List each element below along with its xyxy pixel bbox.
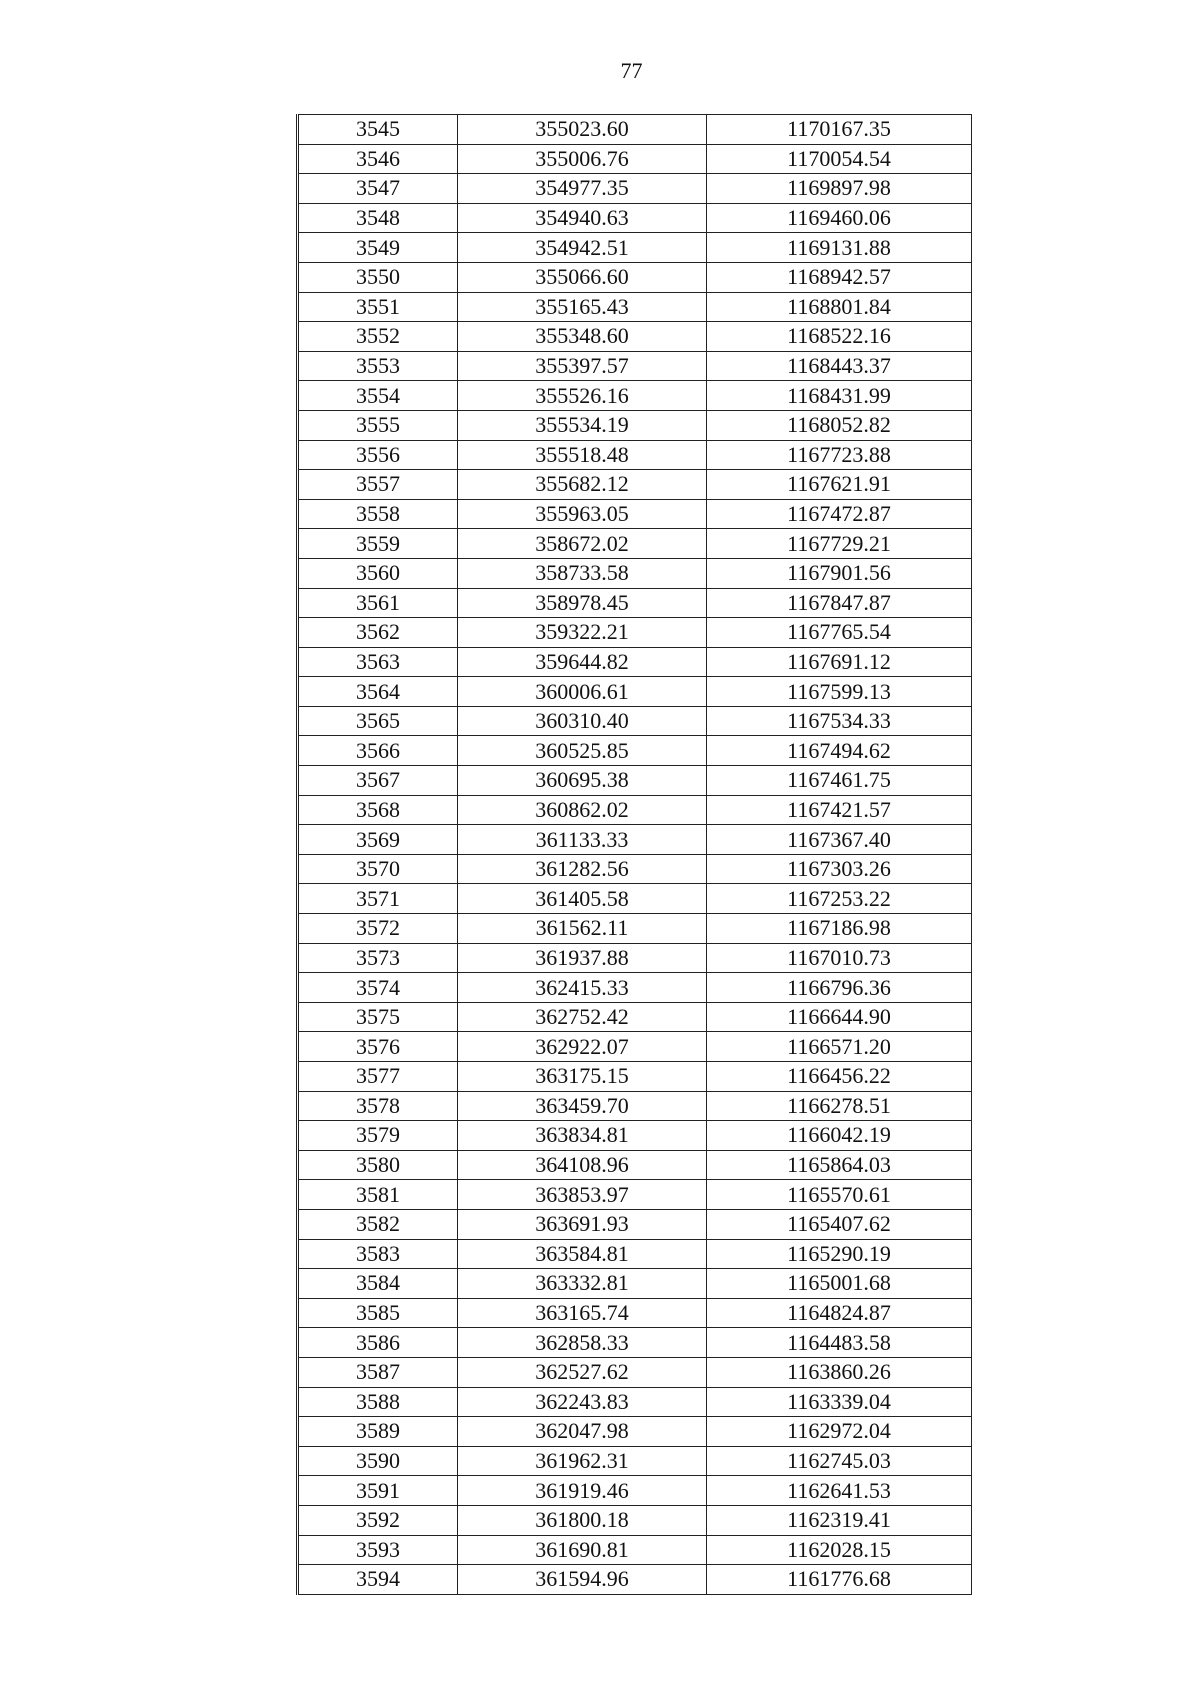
x-coordinate-cell: 361405.58 [458, 884, 707, 914]
point-number-cell: 3576 [298, 1032, 458, 1062]
y-coordinate-cell: 1168522.16 [707, 322, 972, 352]
point-number-cell: 3565 [298, 706, 458, 736]
y-coordinate-cell: 1164483.58 [707, 1328, 972, 1358]
y-coordinate-cell: 1165001.68 [707, 1269, 972, 1299]
point-number-cell: 3562 [298, 618, 458, 648]
x-coordinate-cell: 362752.42 [458, 1002, 707, 1032]
y-coordinate-cell: 1168942.57 [707, 262, 972, 292]
table-row [298, 558, 972, 588]
point-number-cell: 3554 [298, 381, 458, 411]
table-row [298, 1565, 972, 1595]
point-number-cell: 3553 [298, 351, 458, 381]
x-coordinate-cell: 358733.58 [458, 558, 707, 588]
y-coordinate-cell: 1167691.12 [707, 647, 972, 677]
table-row [298, 943, 972, 973]
table-row [298, 766, 972, 796]
x-coordinate-cell: 360525.85 [458, 736, 707, 766]
table-row [298, 647, 972, 677]
table-row [298, 440, 972, 470]
y-coordinate-cell: 1167010.73 [707, 943, 972, 973]
table-row [298, 1535, 972, 1565]
point-number-cell: 3589 [298, 1417, 458, 1447]
table-row [298, 854, 972, 884]
point-number-cell: 3582 [298, 1209, 458, 1239]
x-coordinate-cell: 362047.98 [458, 1417, 707, 1447]
table-row [298, 1446, 972, 1476]
point-number-cell: 3567 [298, 766, 458, 796]
point-number-cell: 3547 [298, 174, 458, 204]
table-row [298, 1505, 972, 1535]
y-coordinate-cell: 1161776.68 [707, 1565, 972, 1595]
point-number-cell: 3575 [298, 1002, 458, 1032]
table-row [298, 1091, 972, 1121]
point-number-cell: 3585 [298, 1298, 458, 1328]
x-coordinate-cell: 362858.33 [458, 1328, 707, 1358]
point-number-cell: 3568 [298, 795, 458, 825]
x-coordinate-cell: 363834.81 [458, 1121, 707, 1151]
y-coordinate-cell: 1168443.37 [707, 351, 972, 381]
point-number-cell: 3581 [298, 1180, 458, 1210]
x-coordinate-cell: 359322.21 [458, 618, 707, 648]
x-coordinate-cell: 361133.33 [458, 825, 707, 855]
table-row [298, 381, 972, 411]
x-coordinate-cell: 355518.48 [458, 440, 707, 470]
x-coordinate-cell: 358978.45 [458, 588, 707, 618]
table-row [298, 174, 972, 204]
table-row [298, 706, 972, 736]
x-coordinate-cell: 354977.35 [458, 174, 707, 204]
point-number-cell: 3587 [298, 1357, 458, 1387]
x-coordinate-cell: 363853.97 [458, 1180, 707, 1210]
table-row [298, 203, 972, 233]
point-number-cell: 3590 [298, 1446, 458, 1476]
point-number-cell: 3574 [298, 973, 458, 1003]
x-coordinate-cell: 362415.33 [458, 973, 707, 1003]
table-row [298, 1417, 972, 1447]
point-number-cell: 3564 [298, 677, 458, 707]
y-coordinate-cell: 1166571.20 [707, 1032, 972, 1062]
coordinates-table-body [298, 115, 972, 1595]
table-row [298, 1357, 972, 1387]
x-coordinate-cell: 355348.60 [458, 322, 707, 352]
point-number-cell: 3579 [298, 1121, 458, 1151]
point-number-cell: 3566 [298, 736, 458, 766]
table-row [298, 233, 972, 263]
point-number-cell: 3556 [298, 440, 458, 470]
point-number-cell: 3555 [298, 410, 458, 440]
table-row [298, 1002, 972, 1032]
x-coordinate-cell: 360695.38 [458, 766, 707, 796]
table-row [298, 1269, 972, 1299]
table-row [298, 618, 972, 648]
x-coordinate-cell: 363165.74 [458, 1298, 707, 1328]
point-number-cell: 3586 [298, 1328, 458, 1358]
point-number-cell: 3558 [298, 499, 458, 529]
y-coordinate-cell: 1162745.03 [707, 1446, 972, 1476]
point-number-cell: 3545 [298, 115, 458, 145]
coordinates-table-wrapper [296, 114, 972, 1595]
table-row [298, 914, 972, 944]
y-coordinate-cell: 1167367.40 [707, 825, 972, 855]
x-coordinate-cell: 355006.76 [458, 144, 707, 174]
y-coordinate-cell: 1166042.19 [707, 1121, 972, 1151]
point-number-cell: 3577 [298, 1062, 458, 1092]
point-number-cell: 3593 [298, 1535, 458, 1565]
x-coordinate-cell: 360310.40 [458, 706, 707, 736]
y-coordinate-cell: 1166278.51 [707, 1091, 972, 1121]
y-coordinate-cell: 1168801.84 [707, 292, 972, 322]
table-row [298, 677, 972, 707]
table-row [298, 1062, 972, 1092]
x-coordinate-cell: 355165.43 [458, 292, 707, 322]
point-number-cell: 3573 [298, 943, 458, 973]
x-coordinate-cell: 362527.62 [458, 1357, 707, 1387]
table-row [298, 262, 972, 292]
table-row [298, 144, 972, 174]
x-coordinate-cell: 362922.07 [458, 1032, 707, 1062]
point-number-cell: 3591 [298, 1476, 458, 1506]
y-coordinate-cell: 1165407.62 [707, 1209, 972, 1239]
point-number-cell: 3560 [298, 558, 458, 588]
point-number-cell: 3569 [298, 825, 458, 855]
table-row [298, 588, 972, 618]
point-number-cell: 3557 [298, 470, 458, 500]
y-coordinate-cell: 1162972.04 [707, 1417, 972, 1447]
table-row [298, 470, 972, 500]
table-row [298, 1298, 972, 1328]
y-coordinate-cell: 1167186.98 [707, 914, 972, 944]
y-coordinate-cell: 1167494.62 [707, 736, 972, 766]
point-number-cell: 3546 [298, 144, 458, 174]
point-number-cell: 3549 [298, 233, 458, 263]
table-row [298, 115, 972, 145]
y-coordinate-cell: 1167472.87 [707, 499, 972, 529]
y-coordinate-cell: 1169897.98 [707, 174, 972, 204]
y-coordinate-cell: 1170167.35 [707, 115, 972, 145]
point-number-cell: 3592 [298, 1505, 458, 1535]
table-row [298, 1239, 972, 1269]
y-coordinate-cell: 1164824.87 [707, 1298, 972, 1328]
x-coordinate-cell: 355397.57 [458, 351, 707, 381]
x-coordinate-cell: 363459.70 [458, 1091, 707, 1121]
point-number-cell: 3563 [298, 647, 458, 677]
y-coordinate-cell: 1167534.33 [707, 706, 972, 736]
x-coordinate-cell: 355526.16 [458, 381, 707, 411]
x-coordinate-cell: 358672.02 [458, 529, 707, 559]
x-coordinate-cell: 355534.19 [458, 410, 707, 440]
table-row [298, 795, 972, 825]
y-coordinate-cell: 1167599.13 [707, 677, 972, 707]
x-coordinate-cell: 361919.46 [458, 1476, 707, 1506]
y-coordinate-cell: 1168052.82 [707, 410, 972, 440]
table-row [298, 825, 972, 855]
x-coordinate-cell: 360006.61 [458, 677, 707, 707]
x-coordinate-cell: 355066.60 [458, 262, 707, 292]
y-coordinate-cell: 1166644.90 [707, 1002, 972, 1032]
point-number-cell: 3588 [298, 1387, 458, 1417]
point-number-cell: 3571 [298, 884, 458, 914]
point-number-cell: 3580 [298, 1150, 458, 1180]
table-row [298, 529, 972, 559]
y-coordinate-cell: 1169460.06 [707, 203, 972, 233]
y-coordinate-cell: 1167729.21 [707, 529, 972, 559]
y-coordinate-cell: 1166456.22 [707, 1062, 972, 1092]
point-number-cell: 3552 [298, 322, 458, 352]
y-coordinate-cell: 1170054.54 [707, 144, 972, 174]
y-coordinate-cell: 1167723.88 [707, 440, 972, 470]
point-number-cell: 3572 [298, 914, 458, 944]
y-coordinate-cell: 1167461.75 [707, 766, 972, 796]
x-coordinate-cell: 361937.88 [458, 943, 707, 973]
x-coordinate-cell: 361690.81 [458, 1535, 707, 1565]
x-coordinate-cell: 355963.05 [458, 499, 707, 529]
table-row [298, 973, 972, 1003]
table-row [298, 1476, 972, 1506]
point-number-cell: 3561 [298, 588, 458, 618]
x-coordinate-cell: 354942.51 [458, 233, 707, 263]
point-number-cell: 3583 [298, 1239, 458, 1269]
x-coordinate-cell: 361594.96 [458, 1565, 707, 1595]
x-coordinate-cell: 361962.31 [458, 1446, 707, 1476]
point-number-cell: 3578 [298, 1091, 458, 1121]
table-row [298, 1180, 972, 1210]
point-number-cell: 3559 [298, 529, 458, 559]
y-coordinate-cell: 1167621.91 [707, 470, 972, 500]
point-number-cell: 3551 [298, 292, 458, 322]
y-coordinate-cell: 1163860.26 [707, 1357, 972, 1387]
point-number-cell: 3594 [298, 1565, 458, 1595]
x-coordinate-cell: 361800.18 [458, 1505, 707, 1535]
point-number-cell: 3570 [298, 854, 458, 884]
table-row [298, 1150, 972, 1180]
x-coordinate-cell: 355682.12 [458, 470, 707, 500]
table-row [298, 292, 972, 322]
y-coordinate-cell: 1162319.41 [707, 1505, 972, 1535]
table-row [298, 499, 972, 529]
y-coordinate-cell: 1167765.54 [707, 618, 972, 648]
y-coordinate-cell: 1167253.22 [707, 884, 972, 914]
x-coordinate-cell: 361282.56 [458, 854, 707, 884]
point-number-cell: 3550 [298, 262, 458, 292]
y-coordinate-cell: 1165570.61 [707, 1180, 972, 1210]
x-coordinate-cell: 361562.11 [458, 914, 707, 944]
x-coordinate-cell: 363691.93 [458, 1209, 707, 1239]
table-row [298, 351, 972, 381]
table-row [298, 410, 972, 440]
x-coordinate-cell: 354940.63 [458, 203, 707, 233]
y-coordinate-cell: 1167421.57 [707, 795, 972, 825]
coordinates-table [296, 114, 972, 1595]
x-coordinate-cell: 360862.02 [458, 795, 707, 825]
table-row [298, 1328, 972, 1358]
point-number-cell: 3584 [298, 1269, 458, 1299]
table-row [298, 1121, 972, 1151]
table-row [298, 1387, 972, 1417]
y-coordinate-cell: 1169131.88 [707, 233, 972, 263]
x-coordinate-cell: 363175.15 [458, 1062, 707, 1092]
table-row [298, 322, 972, 352]
page-number: 77 [620, 58, 643, 83]
x-coordinate-cell: 363332.81 [458, 1269, 707, 1299]
y-coordinate-cell: 1163339.04 [707, 1387, 972, 1417]
table-row [298, 1209, 972, 1239]
x-coordinate-cell: 364108.96 [458, 1150, 707, 1180]
y-coordinate-cell: 1166796.36 [707, 973, 972, 1003]
table-row [298, 884, 972, 914]
x-coordinate-cell: 363584.81 [458, 1239, 707, 1269]
point-number-cell: 3548 [298, 203, 458, 233]
y-coordinate-cell: 1167847.87 [707, 588, 972, 618]
y-coordinate-cell: 1162641.53 [707, 1476, 972, 1506]
x-coordinate-cell: 355023.60 [458, 115, 707, 145]
y-coordinate-cell: 1165864.03 [707, 1150, 972, 1180]
y-coordinate-cell: 1168431.99 [707, 381, 972, 411]
y-coordinate-cell: 1167901.56 [707, 558, 972, 588]
y-coordinate-cell: 1165290.19 [707, 1239, 972, 1269]
table-row [298, 736, 972, 766]
y-coordinate-cell: 1162028.15 [707, 1535, 972, 1565]
x-coordinate-cell: 359644.82 [458, 647, 707, 677]
x-coordinate-cell: 362243.83 [458, 1387, 707, 1417]
y-coordinate-cell: 1167303.26 [707, 854, 972, 884]
table-row [298, 1032, 972, 1062]
